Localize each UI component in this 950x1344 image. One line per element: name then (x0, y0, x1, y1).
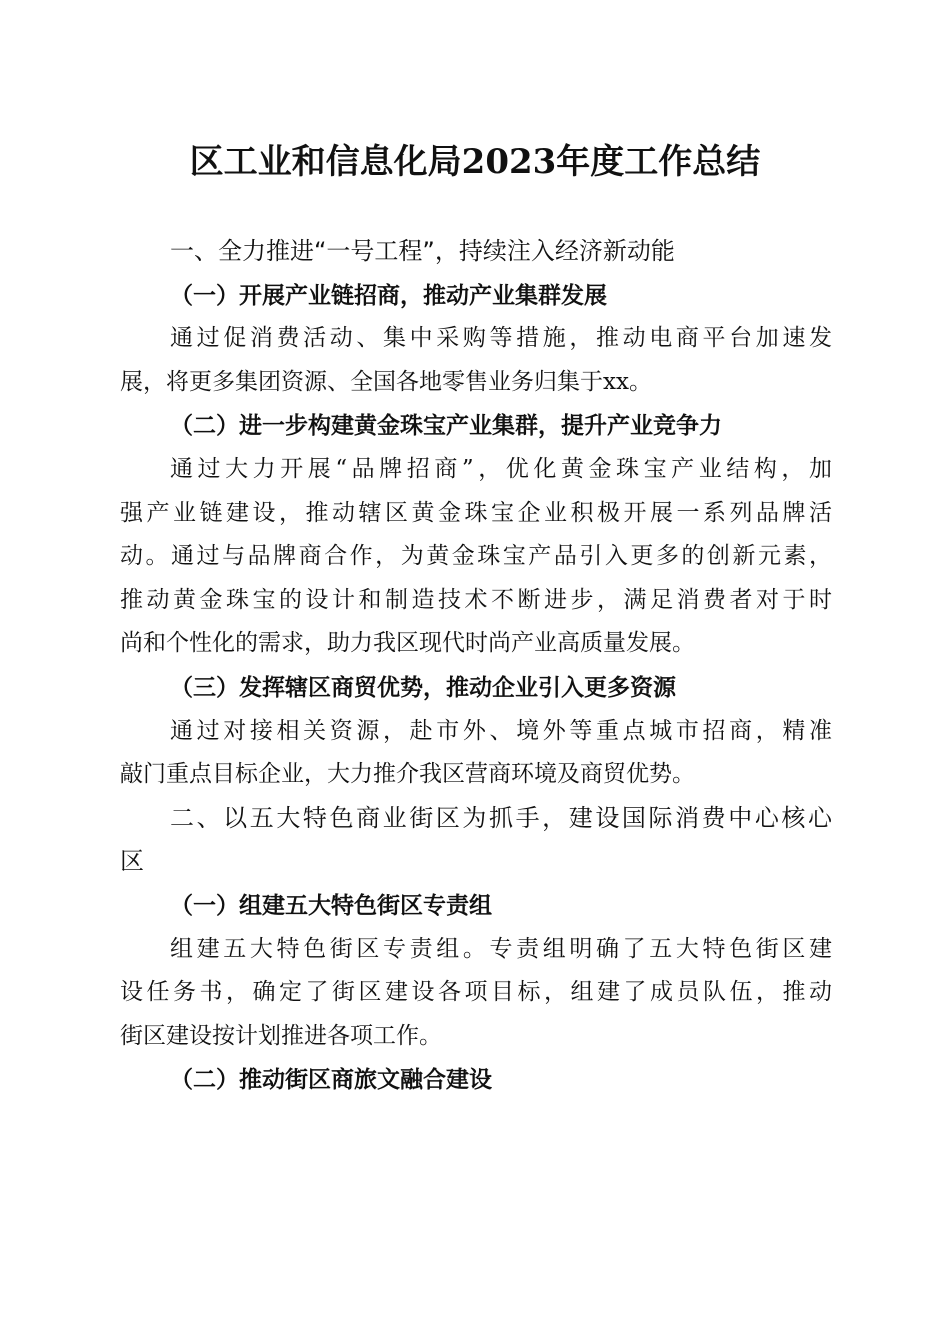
paragraph-line: 敲门重点目标企业，大力推介我区营商环境及商贸优势。 (120, 761, 695, 788)
section-heading-2-continued: 区 (120, 847, 144, 876)
section-heading-2: 二、以五大特色商业街区为抓手，建设国际消费中心核心 (170, 803, 832, 832)
paragraph-line: 街区建设按计划推进各项工作。 (120, 1022, 442, 1049)
paragraph-line: 通过促消费活动、集中采购等措施，推动电商平台加速发 (170, 325, 832, 352)
paragraph-line: 通过对接相关资源，赴市外、境外等重点城市招商，精准 (170, 717, 832, 744)
document-title: 区工业和信息化局2023年度工作总结 (189, 142, 761, 182)
paragraph-line: 设任务书，确定了街区建设各项目标，组建了成员队伍，推动 (120, 979, 832, 1006)
subsection-heading-2-2: （二）推动街区商旅文融合建设 (170, 1066, 492, 1094)
paragraph-line: 动。通过与品牌商合作，为黄金珠宝产品引入更多的创新元素， (120, 543, 832, 570)
paragraph-line: 尚和个性化的需求，助力我区现代时尚产业高质量发展。 (120, 630, 695, 657)
paragraph-line: 推动黄金珠宝的设计和制造技术不断进步，满足消费者对于时 (120, 586, 832, 613)
paragraph-line: 组建五大特色街区专责组。专责组明确了五大特色街区建 (170, 935, 832, 962)
paragraph-line: 展，将更多集团资源、全国各地零售业务归集于xx。 (120, 368, 652, 395)
subsection-heading-1-2: （二）进一步构建黄金珠宝产业集群，提升产业竞争力 (170, 412, 722, 440)
subsection-heading-2-1: （一）组建五大特色街区专责组 (170, 891, 492, 919)
paragraph-line: 强产业链建设，推动辖区黄金珠宝企业积极开展一系列品牌活 (120, 499, 832, 526)
paragraph-line: 通过大力开展“品牌招商”，优化黄金珠宝产业结构，加 (170, 455, 832, 482)
subsection-heading-1-1: （一）开展产业链招商，推动产业集群发展 (170, 281, 607, 309)
document-body (120, 230, 832, 1102)
subsection-heading-1-3: （三）发挥辖区商贸优势，推动企业引入更多资源 (170, 673, 676, 701)
section-heading-1: 一、全力推进“一号工程”，持续注入经济新动能 (170, 237, 675, 265)
